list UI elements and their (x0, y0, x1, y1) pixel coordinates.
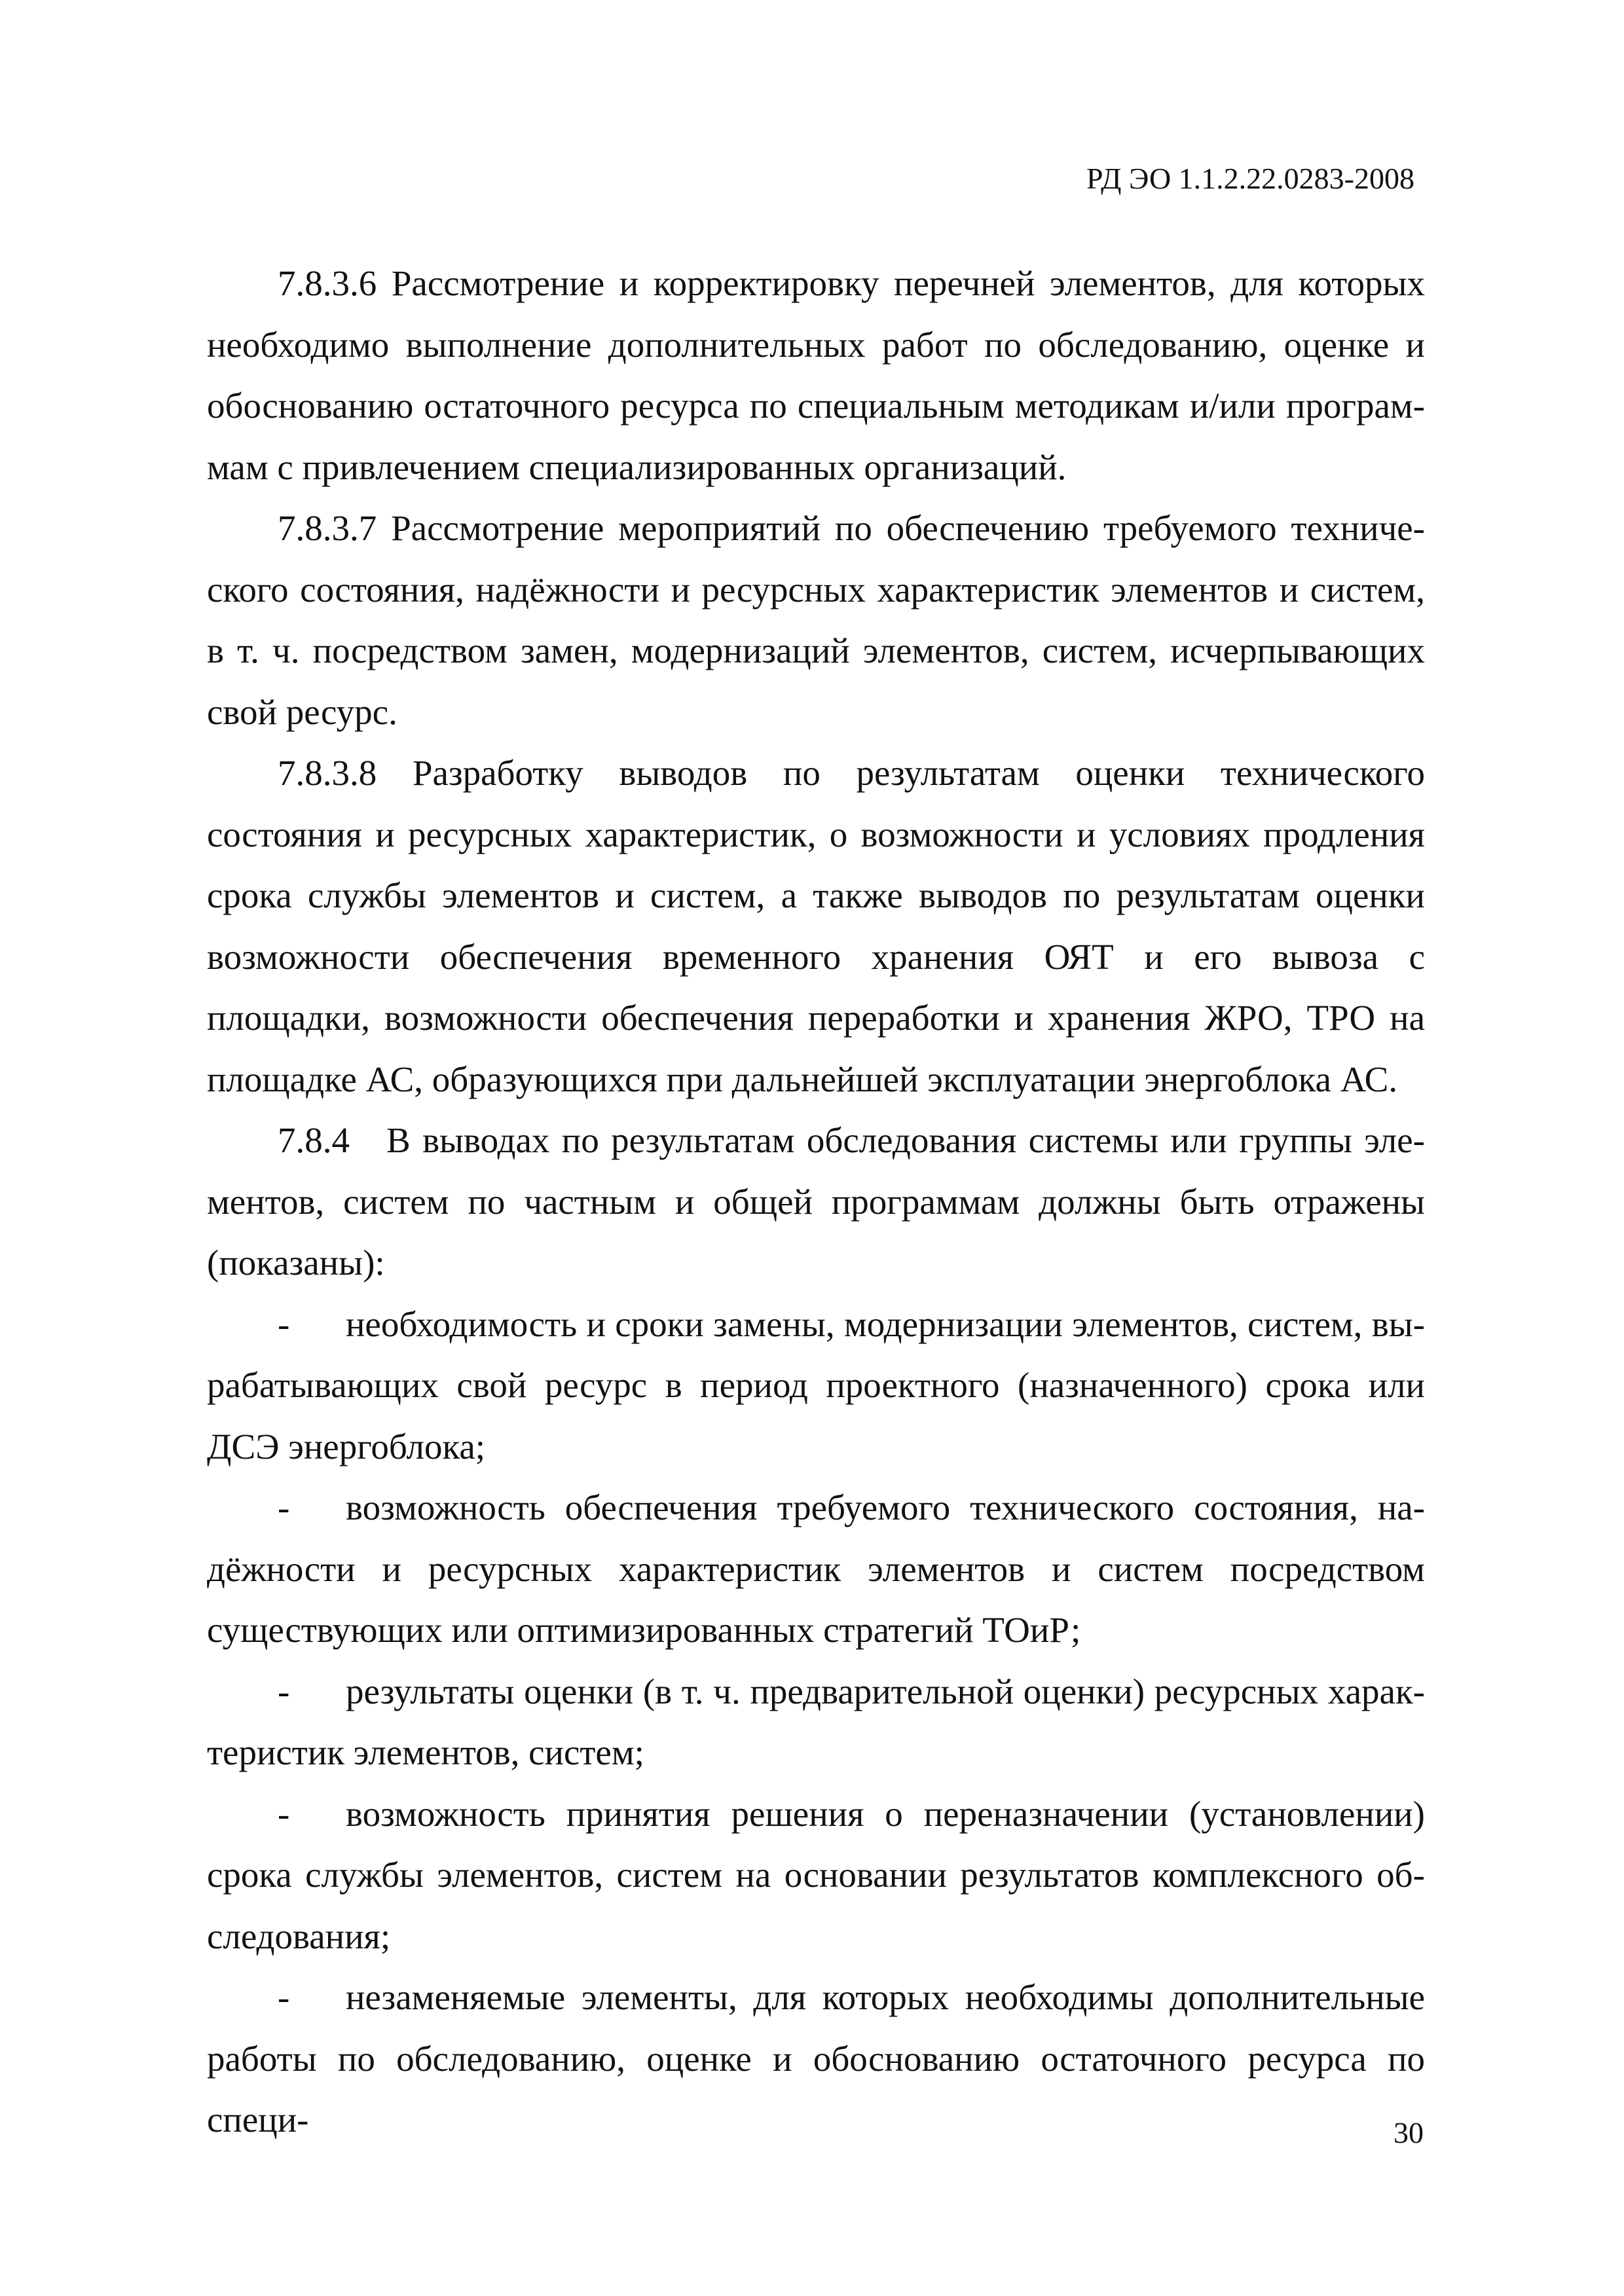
paragraph-7-8-3-7: 7.8.3.7 Рассмотрение мероприятий по обеспечению требуемого технического состояния, надёжности и ресурсных характеристик элементов и систем, в т. ч. посредством замен, модернизаций элементов, систем, исчерпывающих свой ресурс. (207, 508, 1425, 732)
list-item (207, 1477, 1425, 1661)
page-number: 30 (1393, 2116, 1424, 2149)
bullet-marker: - (278, 1487, 290, 1527)
bullet-marker: - (278, 1793, 290, 1834)
list-item (207, 1783, 1425, 1967)
list-item (207, 1967, 1425, 2151)
list-item-text: необходимость и сроки замены, модернизации элементов, систем, вырабатывающих свой ресурс в период проектного (назначенного) срока или ДСЭ энергоблока; (207, 1303, 1425, 1467)
list-item (207, 1294, 1425, 1478)
document-code-header: РД ЭО 1.1.2.22.0283-2008 (1086, 162, 1414, 195)
list-item-text: результаты оценки (в т. ч. предварительной оценки) ресурсных характеристик элементов, систем; (207, 1671, 1425, 1772)
list-item-text: возможность принятия решения о переназначении (установлении) срока службы элементов, систем на основании результатов комплексного обследования; (207, 1793, 1425, 1956)
paragraph-7-8-3-6: 7.8.3.6 Рассмотрение и корректировку перечней элементов, для которых необходимо выполнение дополнительных работ по обследованию, оценке и обоснованию остаточного ресурса по специальным методикам и/или программам с привлечением специализированных организаций. (207, 263, 1425, 487)
bullet-marker: - (278, 1303, 290, 1344)
paragraph-7-8-3-8: 7.8.3.8 Разработку выводов по результатам оценки технического состояния и ресурсных характеристик, о возможности и условиях продления срока службы элементов и систем, а также выводов по результатам оценки возможности обеспечения временного хранения ОЯТ и его вывоза с площадки, возможности обеспечения переработки и хранения ЖРО, ТРО на площадке АС, образующихся при дальнейшей эксплуатации энергоблока АС. (207, 753, 1425, 1099)
bullet-marker: - (278, 1671, 290, 1711)
list-item-text: возможность обеспечения требуемого технического состояния, надёжности и ресурсных характеристик элементов и систем посредством существующих или оптимизированных стратегий ТОиР; (207, 1487, 1425, 1650)
list-item (207, 1661, 1425, 1783)
clause-number: 7.8.4 (278, 1120, 350, 1160)
bullet-marker: - (278, 1977, 290, 2017)
paragraph-7-8-4 (207, 1110, 1425, 1294)
document-body (207, 253, 1425, 2151)
clause-text: В выводах по результатам обследования системы или группы элементов, систем по частным и общей программам должны быть отражены (показаны): (207, 1120, 1425, 1283)
list-item-text: незаменяемые элементы, для которых необходимы дополнительные работы по обследованию, оценке и обоснованию остаточного ресурса по специ- (207, 1977, 1425, 2140)
